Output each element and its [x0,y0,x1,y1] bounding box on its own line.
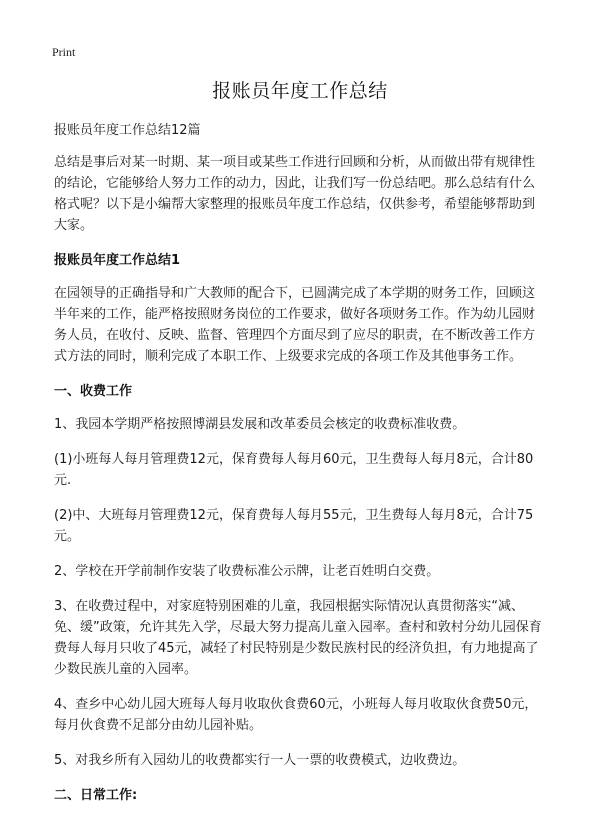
list-item: 4、查乡中心幼儿园大班每人每月收取伙食费60元，小班每人每月收取伙食费50元，每月伙食费不足部分由幼儿园补贴。 [54,697,538,733]
document-subtitle: 报账员年度工作总结12篇 [54,123,201,138]
print-link[interactable]: Print [52,45,76,59]
page-title: 报账员年度工作总结 [212,80,388,102]
list-item: 5、对我乡所有入园幼儿的收费都实行一人一票的收费模式，边收费边。 [54,753,466,768]
list-item: 3、在收费过程中，对家庭特别困难的儿童，我园根据实际情况认真贯彻落实“减、免、缓”政策，允许其先入学，尽最大努力提高儿童入园率。查村和敦村分幼儿园保育费每人每月只收了45元，减轻了村民特别是少数民族村民的经济负担，有力地提高了少数民族儿童的入园率。 [54,599,542,677]
section-heading: 报账员年度工作总结1 [54,253,181,268]
list-item: (2)中、大班每月管理费12元，保育费每人每月55元，卫生费每人每月8元，合计75元。 [54,508,534,544]
intro-paragraph: 总结是事后对某一时期、某一项目或某些工作进行回顾和分析，从而做出带有规律性的结论，它能够给人努力工作的动力，因此，让我们写一份总结吧。那么总结有什么格式呢？以下是小编帮大家整理的报账员年度工作总结，仅供参考，希望能够帮助到大家。 [54,155,536,233]
list-item: (1)小班每人每月管理费12元，保育费每人每月60元，卫生费每人每月8元，合计80元. [54,452,534,488]
list-item: 2、学校在开学前制作安装了收费标准公示牌，让老百姓明白交费。 [54,564,440,579]
list-item: 1、我园本学期严格按照博湖县发展和改革委员会核定的收费标准收费。 [54,417,466,432]
fees-heading: 一、收费工作 [54,384,133,399]
daily-work-heading: 二、日常工作: [54,788,138,803]
section-paragraph: 在园领导的正确指导和广大教师的配合下，已圆满完成了本学期的财务工作，回顾这半年来的工作，能严格按照财务岗位的工作要求，做好各项财务工作。作为幼儿园财务人员，在收付、反映、监督、管理四个方面尽到了应尽的职责，在不断改善工作方式方法的同时，顺利完成了本职工作、上级要求完成的各项工作及其他事务工作。 [54,286,536,364]
